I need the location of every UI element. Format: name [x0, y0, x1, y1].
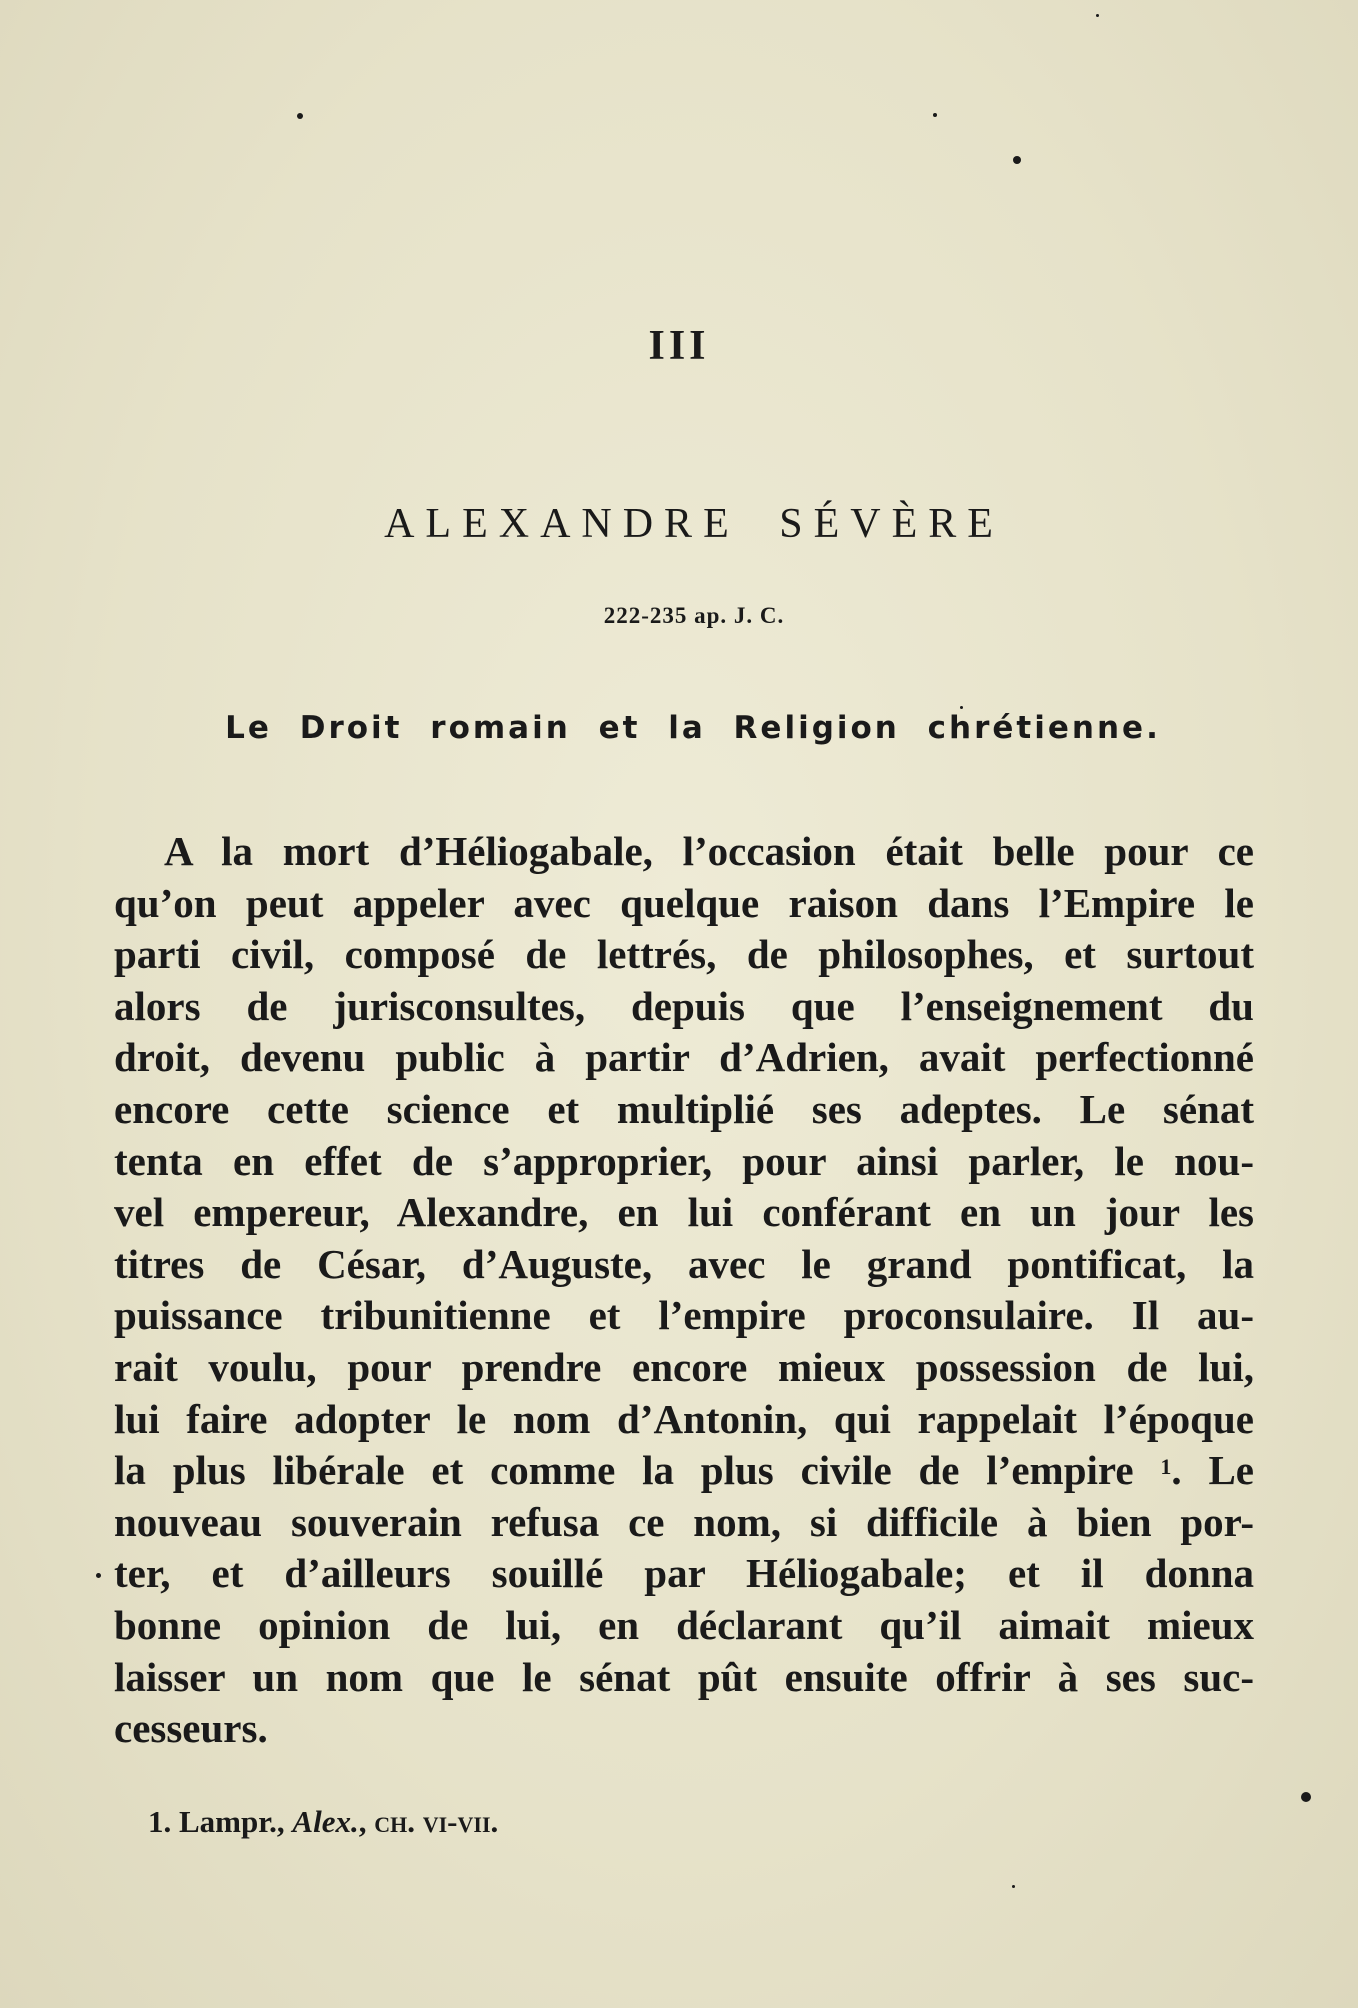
text-line: droit, devenu public à partir d’Adrien, avait perfectionné [114, 1034, 1254, 1081]
text-fragment: la plus libérale et comme la plus civile de l’empire [114, 1447, 1134, 1494]
chapter-number: III [648, 323, 710, 369]
print-speck [1096, 14, 1099, 17]
text-line: tenta en effet de s’approprier, pour ainsi parler, le nou- [114, 1137, 1254, 1184]
footnote-separator: , [358, 1804, 367, 1839]
text-line: parti civil, composé de lettrés, de philosophes, et surtout [114, 931, 1254, 978]
text-line: lui faire adopter le nom d’Antonin, qui rappelait l’époque [114, 1395, 1254, 1442]
text-line: encore cette science et multiplié ses adeptes. Le sénat [114, 1085, 1254, 1132]
text-line: puissance tribunitienne et l’empire proconsulaire. Il au- [114, 1292, 1254, 1339]
footnote [148, 1804, 498, 1840]
footnote-work: Alex. [292, 1804, 359, 1839]
footnote-reference: 1 [1160, 1454, 1172, 1480]
text-line: bonne opinion de lui, en déclarant qu’il aimait mieux [114, 1601, 1254, 1648]
print-speck [960, 706, 963, 709]
text-line: nouveau souverain refusa ce nom, si difficile à bien por- [114, 1498, 1254, 1545]
footnote-chapter: ch. vi-vii. [374, 1804, 499, 1839]
print-speck [96, 1573, 101, 1578]
print-speck [1012, 1885, 1015, 1888]
text-line-with-footnote [114, 1445, 1254, 1497]
text-line: cesseurs. [114, 1705, 268, 1752]
print-speck [1301, 1792, 1311, 1802]
print-speck [297, 113, 303, 119]
text-line: vel empereur, Alexandre, en lui conférant en un jour les [114, 1189, 1254, 1236]
chapter-title: ALEXANDRE SÉVÈRE [384, 501, 1004, 547]
footnote-marker: 1. [148, 1804, 172, 1839]
text-line: A la mort d’Héliogabale, l’occasion était belle pour ce [164, 828, 1254, 874]
text-line: rait voulu, pour prendre encore mieux possession de lui, [114, 1343, 1254, 1390]
text-fragment: . Le [1171, 1447, 1254, 1494]
text-line: qu’on peut appeler avec quelque raison dans l’Empire le [114, 879, 1254, 926]
text-line: ter, et d’ailleurs souillé par Héliogabale; et il donna [114, 1550, 1254, 1597]
body-paragraph [114, 826, 1254, 1755]
text-line: alors de jurisconsultes, depuis que l’enseignement du [114, 982, 1254, 1029]
print-speck [1013, 156, 1021, 164]
footnote-author: Lampr., [179, 1804, 285, 1839]
print-speck [933, 113, 937, 117]
chapter-subtitle: Le Droit romain et la Religion chrétienne. [225, 710, 1161, 746]
text-line: laisser un nom que le sénat pût ensuite offrir à ses suc- [114, 1653, 1254, 1700]
chapter-dates: 222-235 ap. J. C. [603, 603, 785, 628]
text-line: titres de César, d’Auguste, avec le grand pontificat, la [114, 1240, 1254, 1287]
